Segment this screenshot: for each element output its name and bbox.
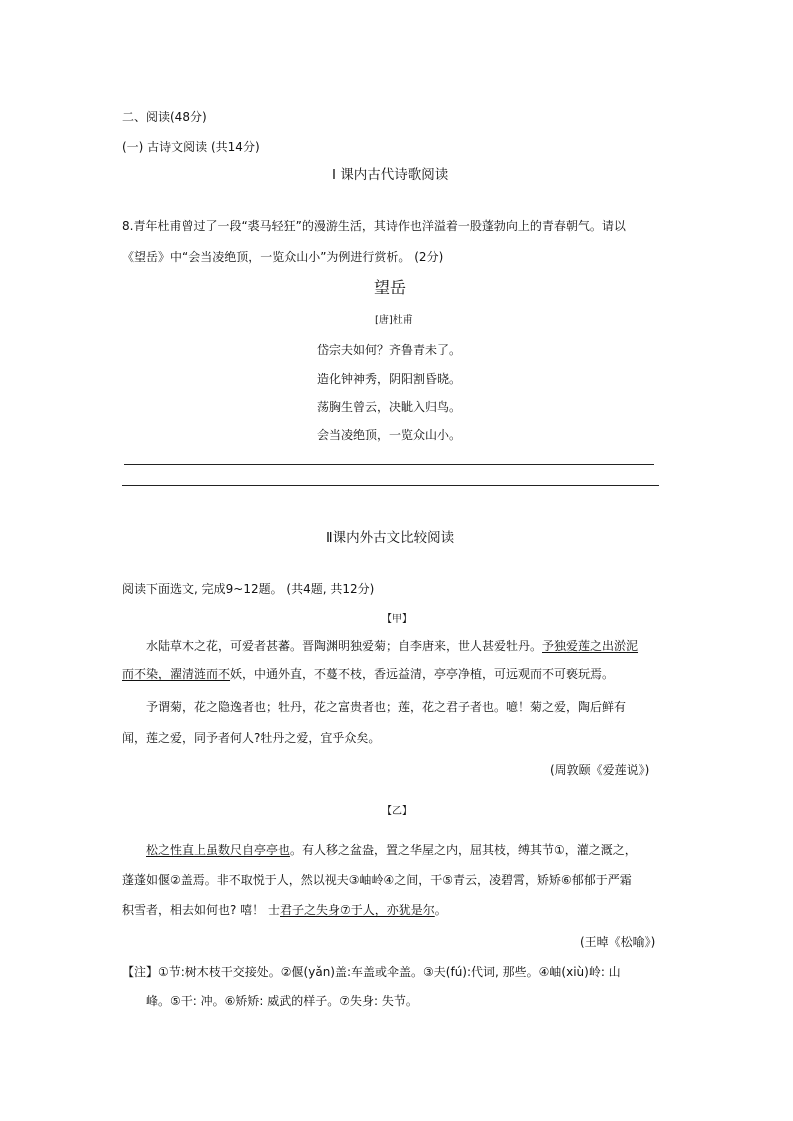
passage-yi-source: (王晫《松喻》): [580, 935, 656, 949]
jia-underlined-text: 而不染，濯清涟而不: [122, 667, 231, 681]
section-heading: 二、阅读(48分): [122, 110, 207, 124]
passage-yi-line: [146, 842, 637, 858]
passage-yi-line: 蓬蓬如偃②盖焉。非不取悦于人，然以视夫③岫岭④之间，干⑤青云，凌碧霄，矫矫⑥郁郁于严霜: [122, 873, 632, 887]
part1-heading: Ⅰ 课内古代诗歌阅读: [332, 167, 449, 183]
yi-text: 。有人移之盆盎，置之华屋之内，屈其枝，缚其节①，灌之溉之，: [290, 843, 637, 857]
poem-line: 岱宗夫如何？齐鲁青未了。: [317, 343, 462, 357]
yi-underlined-text: 君子之失身⑦于人，亦犹是尔: [280, 903, 435, 917]
subsection-heading: (一) 古诗文阅读 (共14分): [122, 140, 260, 154]
poem-line: 造化钟神秀，阴阳割昏晓。: [317, 372, 462, 386]
passage-jia-line: [122, 666, 614, 682]
answer-line[interactable]: [122, 485, 659, 486]
poem-author: [唐]杜甫: [375, 315, 413, 326]
passage-jia-line: [146, 638, 638, 654]
jia-text: 水陆草木之花，可爱者甚蕃。晋陶渊明独爱菊；自李唐来，世人甚爱牡丹。: [146, 639, 543, 653]
notes-line: 峰。⑤干: 冲。⑥矫矫: 威武的样子。⑦失身: 失节。: [146, 994, 418, 1008]
passage-yi-line: [122, 902, 447, 918]
poem-title: 望岳: [374, 278, 407, 297]
jia-text: 妖，中通外直，不蔓不枝，香远益清，亭亭净植，可远观而不可亵玩焉。: [230, 667, 615, 681]
question-8-line-2: 《望岳》中“会当凌绝顶，一览众山小”为例进行赏析。 (2分): [122, 250, 444, 264]
yi-underlined-text: 松之性直上虽数尺自亭亭也: [146, 843, 291, 857]
passage-jia-source: (周敦颐《爱莲说》): [550, 763, 650, 777]
poem-line: 会当凌绝顶，一览众山小。: [317, 428, 462, 442]
instruction: 阅读下面选文, 完成9~12题。 (共4题, 共12分): [122, 582, 375, 596]
notes-line: 【注】①节:树木枝干交接处。②偃(yǎn)盖:车盖或伞盖。③夫(fú):代词, 那些。④岫(xiù)岭: 山: [122, 965, 621, 979]
passage-jia-line: 予谓菊，花之隐逸者也；牡丹，花之富贵者也；莲，花之君子者也。噫！菊之爱，陶后鲜有: [146, 700, 627, 714]
jia-underlined-text: 予独爱莲之出淤泥: [542, 639, 639, 653]
yi-text: 。: [434, 903, 447, 917]
yi-text: 积雪者，相去如何也? 嘻！ 士: [122, 903, 280, 917]
answer-line[interactable]: [124, 464, 654, 465]
passage-jia-label: 【甲】: [382, 614, 412, 625]
question-8-line-1: 8.青年杜甫曾过了一段“裘马轻狂”的漫游生活，其诗作也洋溢着一股蓬勃向上的青春朝气。请以: [122, 219, 626, 233]
passage-yi-label: 【乙】: [382, 806, 412, 817]
poem-line: 荡胸生曾云，决眦入归鸟。: [317, 400, 462, 414]
part2-heading: Ⅱ课内外古文比较阅读: [326, 530, 455, 546]
passage-jia-line: 闻，莲之爱，同予者何人?牡丹之爱，宜乎众矣。: [122, 731, 381, 745]
